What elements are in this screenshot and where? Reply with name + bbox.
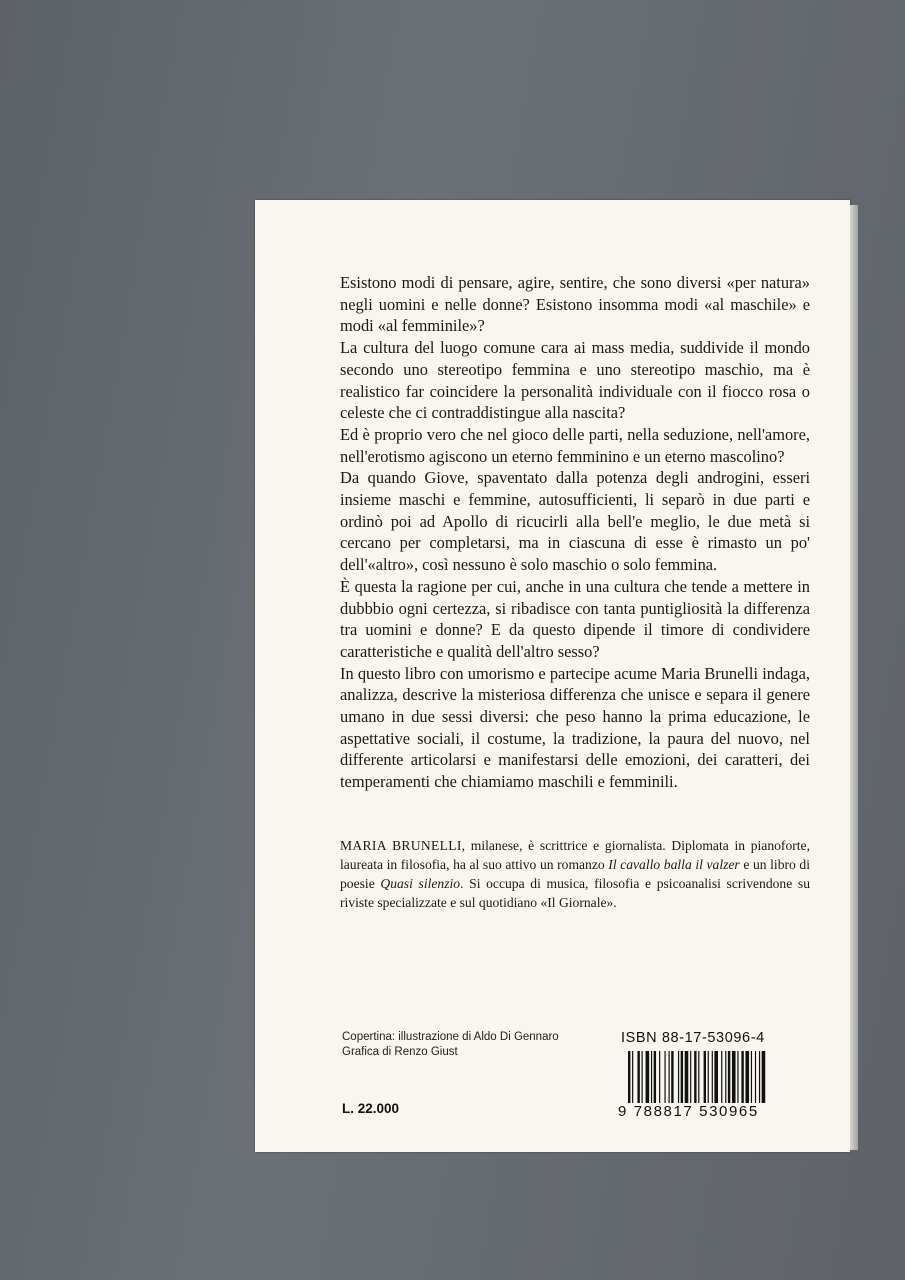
isbn-label: ISBN 88-17-53096-4	[621, 1030, 765, 1046]
novel-title: Il cavallo balla il valzer	[608, 857, 740, 872]
author-name: MARIA BRUNELLI	[340, 838, 462, 853]
blurb-paragraph: Da quando Giove, spaventato dalla potenza degli androgini, esseri insieme maschi e femmine, autosufficienti, li separò in due parti e ordinò poi ad Apollo di ricucirli alla bell'e meglio, le due metà si cercano per completarsi, ma in ciascuna di esse è rimasto un po' dell'«altro», così nessuno è solo maschio o solo femmina.	[340, 468, 810, 575]
blurb-paragraph: È questa la ragione per cui, anche in una cultura che tende a mettere in dubbbio ogni certezza, si ribadisce con tanta puntigliosità la differenza tra uomini e donne? E da questo dipende il timore di condividere caratteristiche e qualità dell'altro sesso?	[340, 576, 810, 661]
author-bio	[340, 836, 810, 912]
price-label: L. 22.000	[342, 1101, 400, 1116]
bio-text: , milanese, è scrittrice e giornalista. Diplomata in pianoforte, laureata in filosofia, ha al suo attivo un romanzo	[340, 838, 810, 872]
poems-title: Quasi silenzio	[380, 876, 461, 891]
blurb-paragraph: La cultura del luogo comune cara ai mass media, suddivide il mondo secondo uno stereotipo femmina e uno stereotipo maschio, ma è realistico far coincidere la personalità individuale con il fiocco rosa o celeste che ci contraddistingue alla nascita?	[340, 338, 810, 423]
credits	[342, 1030, 559, 1060]
graphics-credit: Grafica di Renzo Giust	[342, 1046, 458, 1058]
blurb-paragraph: Esistono modi di pensare, agire, sentire, che sono diversi «per natura» negli uomini e nelle donne? Esistono insomma modi «al maschile» e modi «al femminile»?	[340, 273, 810, 336]
book-spine-edge	[850, 205, 858, 1150]
bio-text: . Si occupa di musica, filosofia e psicoanalisi scrivendone su riviste specializzate e sul quotidiano «Il Giornale».	[340, 876, 810, 910]
blurb-paragraph: Ed è proprio vero che nel gioco delle parti, nella seduzione, nell'amore, nell'erotismo agiscono un eterno femminino e un eterno mascolino?	[340, 424, 810, 466]
cover-credit: Copertina: illustrazione di Aldo Di Gennaro	[342, 1031, 559, 1043]
blurb-paragraph: In questo libro con umorismo e partecipe acume Maria Brunelli indaga, analizza, descrive la misteriosa differenza che unisce e separa il genere umano in due sessi diversi: che peso hanno la prima educazione, le aspettative sociali, il costume, la tradizione, la paura del nuovo, nel differente articolarsi e manifestarsi delle emozioni, dei caratteri, dei temperamenti che chiamiamo maschili e femminili.	[340, 663, 810, 792]
blurb-text	[340, 272, 810, 793]
bio-text: e un libro di poesie	[340, 857, 810, 891]
barcode-number: 9 788817 530965	[616, 1103, 820, 1120]
